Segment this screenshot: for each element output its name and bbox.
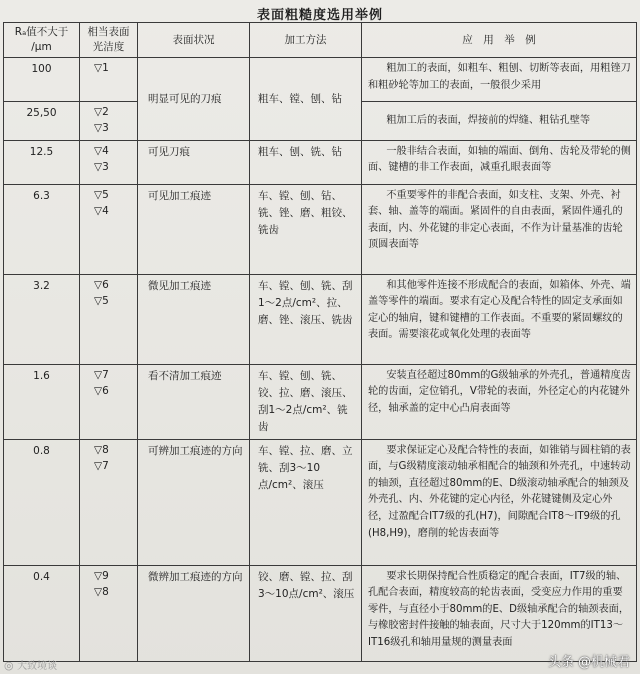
header-row [4, 23, 637, 58]
table-row [4, 58, 637, 102]
application-cell: 粗加工的表面，如粗车、粗刨、切断等表面，用粗锉刀和粗砂轮等加工的表面，一般很少采用 [362, 58, 637, 102]
finish-symbol: ▽1 [94, 62, 109, 75]
ra-cell: 25,50 [4, 102, 80, 141]
watermark-right: 头条 @机械君 [547, 655, 630, 670]
watermark-left-text: 大致境谈 [17, 661, 58, 672]
finish-symbol: ▽6 [94, 278, 109, 291]
table-row [4, 439, 637, 565]
application-cell: 要求保证定心及配合特性的表面，如锥销与圆柱销的表面，与G级精度滚动轴承相配合的轴颈和外壳孔，中速转动的轴颈，直径超过80mm的E、D级滚动轴承配合的轴颈及外壳孔、内、外花键的定心内径，外花键键侧及定心外径，过盈配合IT7级的孔(H7)，间隙配合IT8～IT9级的孔(H8,H9)，磨削的轮齿表面等 [362, 439, 637, 565]
header-ra-line2: /μm [31, 41, 52, 54]
condition-cell: 微见加工痕迹 [138, 274, 250, 364]
table-row [4, 274, 637, 364]
ra-cell: 100 [4, 58, 80, 102]
table-row [4, 565, 637, 661]
camera-icon: ◎ [4, 659, 18, 672]
finish-symbol: ▽5 [94, 294, 109, 307]
header-finish [80, 23, 138, 58]
finish-cell [80, 274, 138, 364]
ra-cell: 1.6 [4, 364, 80, 439]
header-ra-line1: Rₐ值不大于 [14, 26, 69, 38]
ra-cell: 3.2 [4, 274, 80, 364]
condition-cell: 看不清加工痕迹 [138, 364, 250, 439]
method-cell: 粗车、镗、刨、钻 [250, 58, 362, 141]
application-cell: 一般非结合表面，如轴的端面、倒角、齿轮及带轮的侧面、键槽的非工作表面，减重孔眼表面等 [362, 140, 637, 184]
condition-cell: 可辨加工痕迹的方向 [138, 439, 250, 565]
finish-cell [80, 140, 138, 184]
roughness-table [3, 22, 637, 662]
finish-symbol: ▽3 [94, 122, 109, 135]
method-cell: 车、镗、刨、钻、铣、锉、磨、粗铰、铣齿 [250, 184, 362, 274]
finish-symbol: ▽8 [94, 585, 109, 598]
header-finish-line2: 光洁度 [92, 41, 125, 54]
finish-symbol: ▽9 [94, 569, 109, 582]
condition-cell: 可见加工痕迹 [138, 184, 250, 274]
ra-cell: 0.8 [4, 439, 80, 565]
table-row [4, 140, 637, 184]
application-cell: 粗加工后的表面，焊接前的焊缝、粗钻孔壁等 [362, 102, 637, 141]
table-row [4, 364, 637, 439]
method-cell: 车、镗、刨、铣、刮1～2点/cm²、拉、磨、锉、滚压、铣齿 [250, 274, 362, 364]
header-ra [4, 23, 80, 58]
application-cell: 安装直径超过80mm的G级轴承的外壳孔，普通精度齿轮的齿面，定位销孔，V带轮的表面，外径定心的内花键外径，轴承盖的定中心凸肩表面等 [362, 364, 637, 439]
condition-cell: 明显可见的刀痕 [138, 58, 250, 141]
finish-cell [80, 184, 138, 274]
finish-symbol: ▽4 [94, 144, 109, 157]
finish-symbol: ▽7 [94, 459, 109, 472]
finish-cell [80, 58, 138, 102]
application-cell: 和其他零件连接不形成配合的表面，如箱体、外壳、端盖等零件的端面。要求有定心及配合特性的固定支承面如定心的轴肩，键和键槽的工作表面。不重要的紧固螺纹的表面。需要滚花或氧化处理的表面等 [362, 274, 637, 364]
application-cell: 要求长期保持配合性质稳定的配合表面，IT7级的轴、孔配合表面，精度较高的轮齿表面，受变应力作用的重要零件，与直径小于80mm的E、D级轴承配合的轴颈表面，与橡胶密封件接触的轴表面，尺寸大于120mm的IT13～IT16级孔和轴用量规的测量表面 [362, 565, 637, 661]
ra-cell: 6.3 [4, 184, 80, 274]
ra-cell: 0.4 [4, 565, 80, 661]
method-cell: 粗车、刨、铣、钻 [250, 140, 362, 184]
finish-cell [80, 102, 138, 141]
header-application: 应 用 举 例 [362, 23, 637, 58]
finish-symbol: ▽2 [94, 106, 109, 119]
condition-cell: 微辨加工痕迹的方向 [138, 565, 250, 661]
table-title: 表面粗糙度选用举例 [256, 8, 383, 23]
table-row [4, 184, 637, 274]
application-cell: 不重要零件的非配合表面，如支柱、支架、外壳、衬套、轴、盖等的端面。紧固件的自由表面，紧固件通孔的表面，内、外花键的非定心表面，不作为计量基准的齿轮顶圆表面等 [362, 184, 637, 274]
condition-cell: 可见刀痕 [138, 140, 250, 184]
method-cell: 车、镗、刨、铣、铰、拉、磨、滚压、刮1～2点/cm²、铣齿 [250, 364, 362, 439]
finish-cell [80, 364, 138, 439]
header-method: 加工方法 [250, 23, 362, 58]
finish-cell [80, 565, 138, 661]
method-cell: 车、镗、拉、磨、立铣、刮3～10点/cm²、滚压 [250, 439, 362, 565]
finish-symbol: ▽7 [94, 368, 109, 381]
header-finish-line1: 相当表面 [87, 26, 130, 38]
method-cell: 铰、磨、镗、拉、刮3～10点/cm²、滚压 [250, 565, 362, 661]
finish-symbol: ▽4 [94, 204, 109, 217]
finish-symbol: ▽6 [94, 384, 109, 397]
watermark-left [4, 657, 57, 672]
header-condition: 表面状况 [138, 23, 250, 58]
finish-cell [80, 439, 138, 565]
finish-symbol: ▽5 [94, 188, 109, 201]
ra-cell: 12.5 [4, 140, 80, 184]
finish-symbol: ▽3 [94, 160, 109, 173]
finish-symbol: ▽8 [94, 443, 109, 456]
